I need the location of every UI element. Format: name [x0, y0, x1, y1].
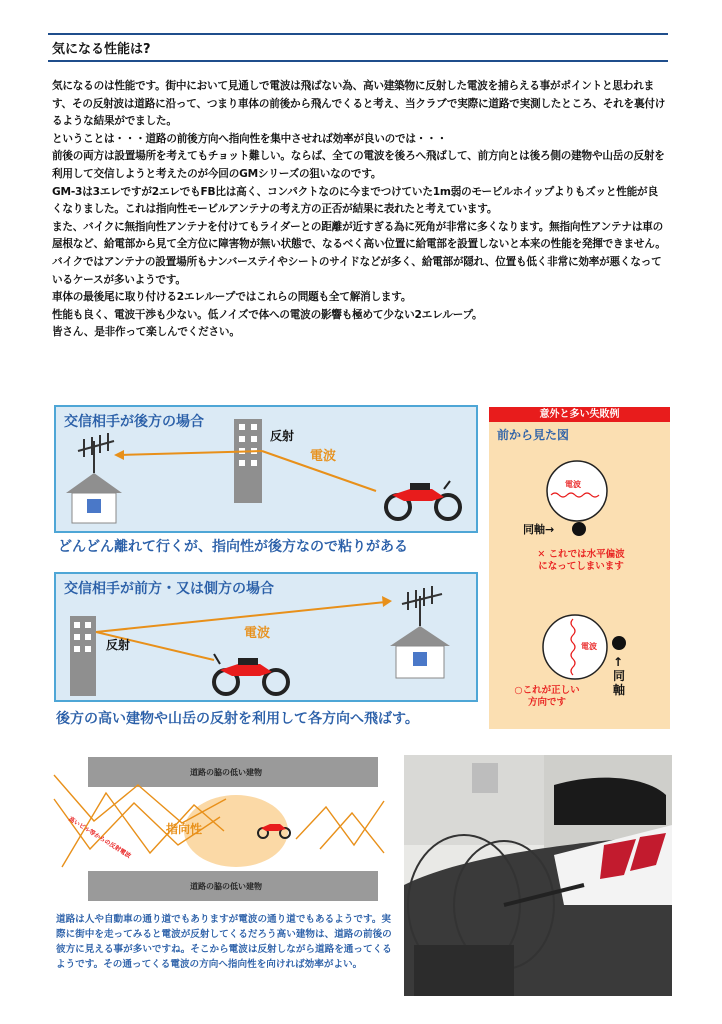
- coax-arrow: ↑: [613, 655, 624, 669]
- body-text: [52, 78, 666, 342]
- good-note: [507, 685, 587, 709]
- rear-diagram-title: 交信相手が後方の場合: [64, 414, 204, 430]
- body-paragraph: 前後の両方は設置場所を考えてもチョット難しい。ならば、全ての電波を後ろへ飛ばして、前方向とは後ろ側の建物や山岳の反射を利用して交信しようと考えたのが今回のGMシリーズの狙いなのです。: [52, 150, 665, 180]
- bad-note: [511, 549, 651, 573]
- tall-building: [234, 419, 262, 503]
- loop-horizontal: [547, 461, 607, 521]
- rear-diagram-caption: どんどん離れて行くが、指向性が後方なので粘りがある: [58, 539, 408, 555]
- partner-house-roof: [390, 626, 450, 646]
- failure-subtitle: 前から見た図: [497, 428, 570, 442]
- house-window: [87, 499, 101, 513]
- coax-label-top: 同軸→: [523, 523, 555, 536]
- front-diagram-panel: [54, 572, 478, 702]
- rear-diagram-art: [56, 407, 476, 531]
- motorcycle: [386, 481, 460, 519]
- body-paragraph: 性能も良く、電波干渉も少ない。低ノイズで体への電波の影響も極めて少ない2エレループ。: [52, 308, 483, 321]
- bad-note-line: ✕ これでは水平偏波: [537, 549, 625, 560]
- top-wave-label: 電波: [565, 480, 581, 489]
- coax-feed-bad: [572, 522, 586, 536]
- rear-diagram-panel: [54, 405, 478, 533]
- body-paragraph: また、バイクに無指向性アンテナを付けてもライダーとの距離が近すぎる為に死角が非常に多くなります。無指向性アンテナは車の屋根など、給電部から見て全方位に障害物が無い状態で、なるべく高い位置に給電部を設置しないと本来の性能を発揮できません。バイクではアンテナの設置場所もナンバーステイやシートのサイドなどが多く、給電部が隠れ、位置も低く非常に効率が悪くなっているケースが多いようです。: [52, 220, 666, 286]
- motorcycle-photo: [404, 755, 672, 996]
- front-reflect-label: 反射: [106, 638, 131, 652]
- rear-building: [70, 616, 96, 696]
- forward-wave: [96, 602, 386, 632]
- front-wave-label: 電波: [244, 626, 271, 641]
- body-paragraph: ということは・・・道路の前後方向へ指向性を集中させれば効率が良いのでは・・・: [52, 132, 447, 145]
- bottom-wave-label: 電波: [581, 642, 597, 651]
- motorcycle: [214, 654, 288, 694]
- coax-feed-good: [612, 636, 626, 650]
- coax-label-side: 同軸: [613, 669, 626, 697]
- road-bottom-building-label: 道路の脇の低い建物: [190, 882, 262, 891]
- title-rule: [48, 60, 668, 62]
- top-rule: [48, 33, 668, 35]
- section-title: 気になる性能は?: [52, 42, 151, 57]
- failure-header: 意外と多い失敗例: [489, 407, 670, 422]
- front-diagram-caption: 後方の高い建物や山岳の反射を利用して各方向へ飛ばす。: [56, 711, 419, 727]
- bad-note-line: になってしまいます: [538, 561, 624, 572]
- front-diagram-title: 交信相手が前方・又は側方の場合: [64, 581, 274, 597]
- good-note-line: ○これが正しい: [514, 685, 580, 696]
- reflection-wave-label: 高いビル等からの反射電波: [67, 815, 133, 860]
- body-paragraph: 気になるのは性能です。街中において見通しで電波は飛ばない為、高い建築物に反射した電波を捕らえる事がポイントと思われます、その反射波は道路に沿って、つまり車体の前後から飛んでくると考え、当クラブで実際に道路で実測したところ、それを裏付けるような結果がでました。: [52, 80, 666, 128]
- failure-example-box: [489, 407, 670, 729]
- body-paragraph: 車体の最後尾に取り付ける2エレループではこれらの問題も全て解消します。: [52, 291, 412, 304]
- wall-lamp: [472, 763, 498, 793]
- good-note-line: 方向です: [527, 697, 566, 708]
- road-top-building-label: 道路の脇の低い建物: [190, 768, 262, 777]
- house-roof: [66, 473, 122, 493]
- rear-wave-label: 電波: [310, 449, 337, 464]
- body-paragraph: 皆さん、是非作って楽しんでください。: [52, 326, 240, 339]
- directivity-label: 指向性: [166, 822, 203, 836]
- rear-reflect-label: 反射: [270, 429, 295, 443]
- road-note: 道路は人や自動車の通り道でもありますが電波の通り道でもあるようです。実際に街中を走ってみると電波が反射してくるだろう高い建物は、道路の前後の彼方に見える事が多いですね。そこから電波は反射しながら道路を通ってくるようです。その通ってくる電波の方向へ指向性を向ければ効率がよい。: [56, 914, 392, 970]
- body-paragraph: GM-3は3エレですが2エレでもFB比は高く、コンパクトなのに今までつけていた1m弱のモービルホイップよりもズッと性能が良くなりました。これは指向性モービルアンテナの考え方の正否が結果に表れたと考えています。: [52, 185, 658, 216]
